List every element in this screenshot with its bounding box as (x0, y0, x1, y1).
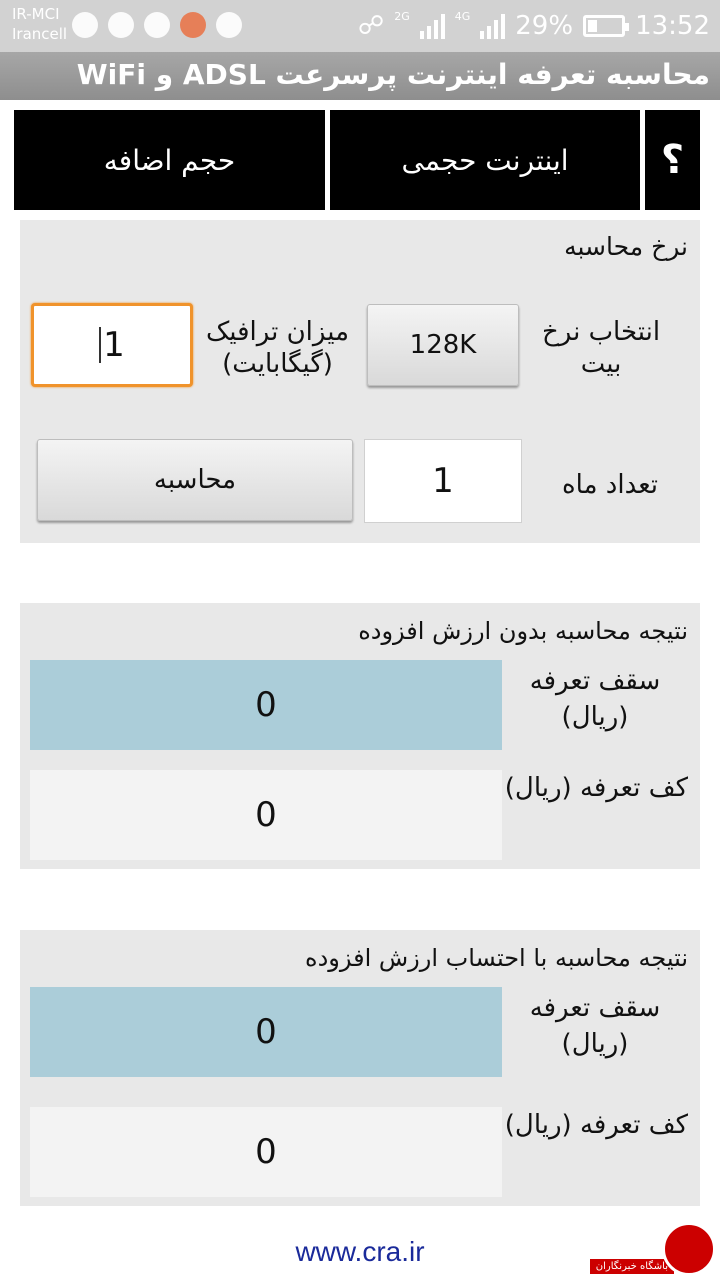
months-input[interactable]: 1 (364, 439, 522, 523)
network-type-2: 4G (454, 9, 471, 23)
network-type-1: 2G (394, 9, 410, 23)
hand-icon (108, 12, 134, 38)
result-no-vat-title: نتیجه محاسبه بدون ارزش افزوده (358, 617, 688, 645)
min-tariff-value: 0 (30, 770, 502, 860)
text-caret (99, 327, 101, 363)
carrier-names (12, 4, 67, 44)
battery-percent: 29% (515, 11, 574, 41)
footer-link[interactable]: www.cra.ir (295, 1236, 425, 1267)
max-tariff-vat-label: سقف تعرفه (ریال) (529, 993, 661, 1059)
min-tariff-label: کف تعرفه (ریال) (504, 773, 688, 803)
min-tariff-vat-value: 0 (30, 1107, 502, 1197)
carrier-1: IR-MCI (12, 5, 60, 23)
result-no-vat-panel (20, 603, 700, 869)
result-vat-title: نتیجه محاسبه با احتساب ارزش افزوده (305, 944, 688, 972)
tab-extra-volume[interactable]: حجم اضافه (14, 110, 325, 210)
help-tab[interactable]: ؟ (645, 110, 700, 210)
watermark-text: باشگاه خبرنگاران (590, 1259, 674, 1274)
calculate-button[interactable]: محاسبه (37, 439, 353, 521)
bitrate-label: انتخاب نرخ بیت (541, 317, 661, 379)
signal-1-icon (420, 13, 445, 39)
vibrate-icon: ☍ (357, 11, 385, 41)
months-label: تعداد ماه (562, 470, 658, 500)
app-title: محاسبه تعرفه اینترنت پرسرعت ADSL و WiFi (76, 58, 710, 91)
battery-icon (583, 15, 625, 37)
bitrate-select-button[interactable]: 128K (367, 304, 519, 386)
system-indicators (358, 6, 710, 46)
result-vat-panel (20, 930, 700, 1206)
watermark-circle-icon (662, 1222, 716, 1276)
calc-section-title: نرخ محاسبه (564, 232, 688, 261)
clock: 13:52 (635, 11, 710, 41)
tab-volume-internet[interactable]: اینترنت حجمی (330, 110, 640, 210)
watermark-logo (580, 1220, 720, 1280)
image-icon (144, 12, 170, 38)
traffic-input[interactable] (31, 303, 193, 387)
sd-card-warning-icon (72, 12, 98, 38)
min-tariff-vat-label: کف تعرفه (ریال) (504, 1110, 688, 1140)
max-tariff-label: سقف تعرفه (ریال) (529, 666, 661, 732)
traffic-label: میزان ترافیک (گیگابایت) (205, 317, 350, 379)
max-tariff-vat-value: 0 (30, 987, 502, 1077)
telegram-icon (216, 12, 242, 38)
app-title-bar (0, 52, 720, 100)
max-tariff-value: 0 (30, 660, 502, 750)
traffic-value: 1 (103, 325, 125, 365)
app-notification-icon (180, 12, 206, 38)
calc-panel (20, 220, 700, 543)
status-bar (0, 0, 720, 52)
notification-icons (72, 12, 242, 38)
carrier-2: Irancell (12, 25, 68, 43)
signal-2-icon (480, 13, 505, 39)
